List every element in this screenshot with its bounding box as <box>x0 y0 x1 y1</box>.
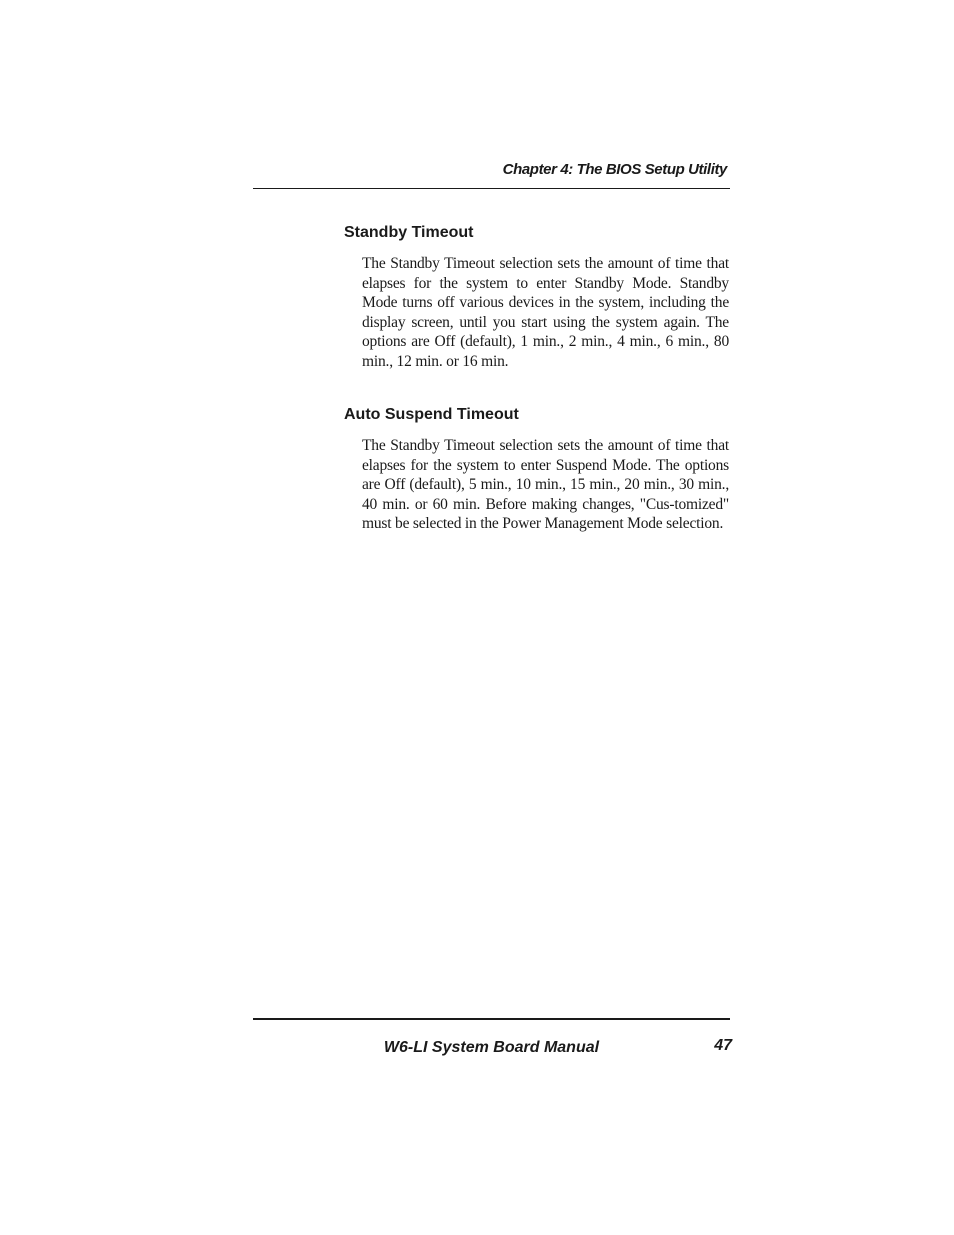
paragraph-standby-timeout: The Standby Timeout selection sets the amount of time that elapses for the system to enter Standby Mode. Standby Mode turns off various devices in the system, including the display screen, until you start using the system again. The options are Off (default), 1 min., 2 min., 4 min., 6 min., 80 min., 12 min. or 16 min. <box>362 255 729 370</box>
running-head: Chapter 4: The BIOS Setup Utility <box>502 161 727 178</box>
header-rule <box>253 188 730 189</box>
section-heading-standby-timeout: Standby Timeout <box>344 224 474 241</box>
paragraph-auto-suspend-timeout: The Standby Timeout selection sets the amount of time that elapses for the system to enter Suspend Mode. The options are Off (default), 5 min., 10 min., 15 min., 20 min., 30 min., 40 min. or 60 min. Before making changes, "Cus-tomized" must be selected in the Power Management Mode selection. <box>362 437 729 533</box>
page-number: 47 <box>714 1037 732 1054</box>
section-heading-auto-suspend-timeout: Auto Suspend Timeout <box>344 406 519 423</box>
footer-manual-title: W6-LI System Board Manual <box>383 1039 600 1056</box>
footer-rule <box>253 1018 730 1020</box>
